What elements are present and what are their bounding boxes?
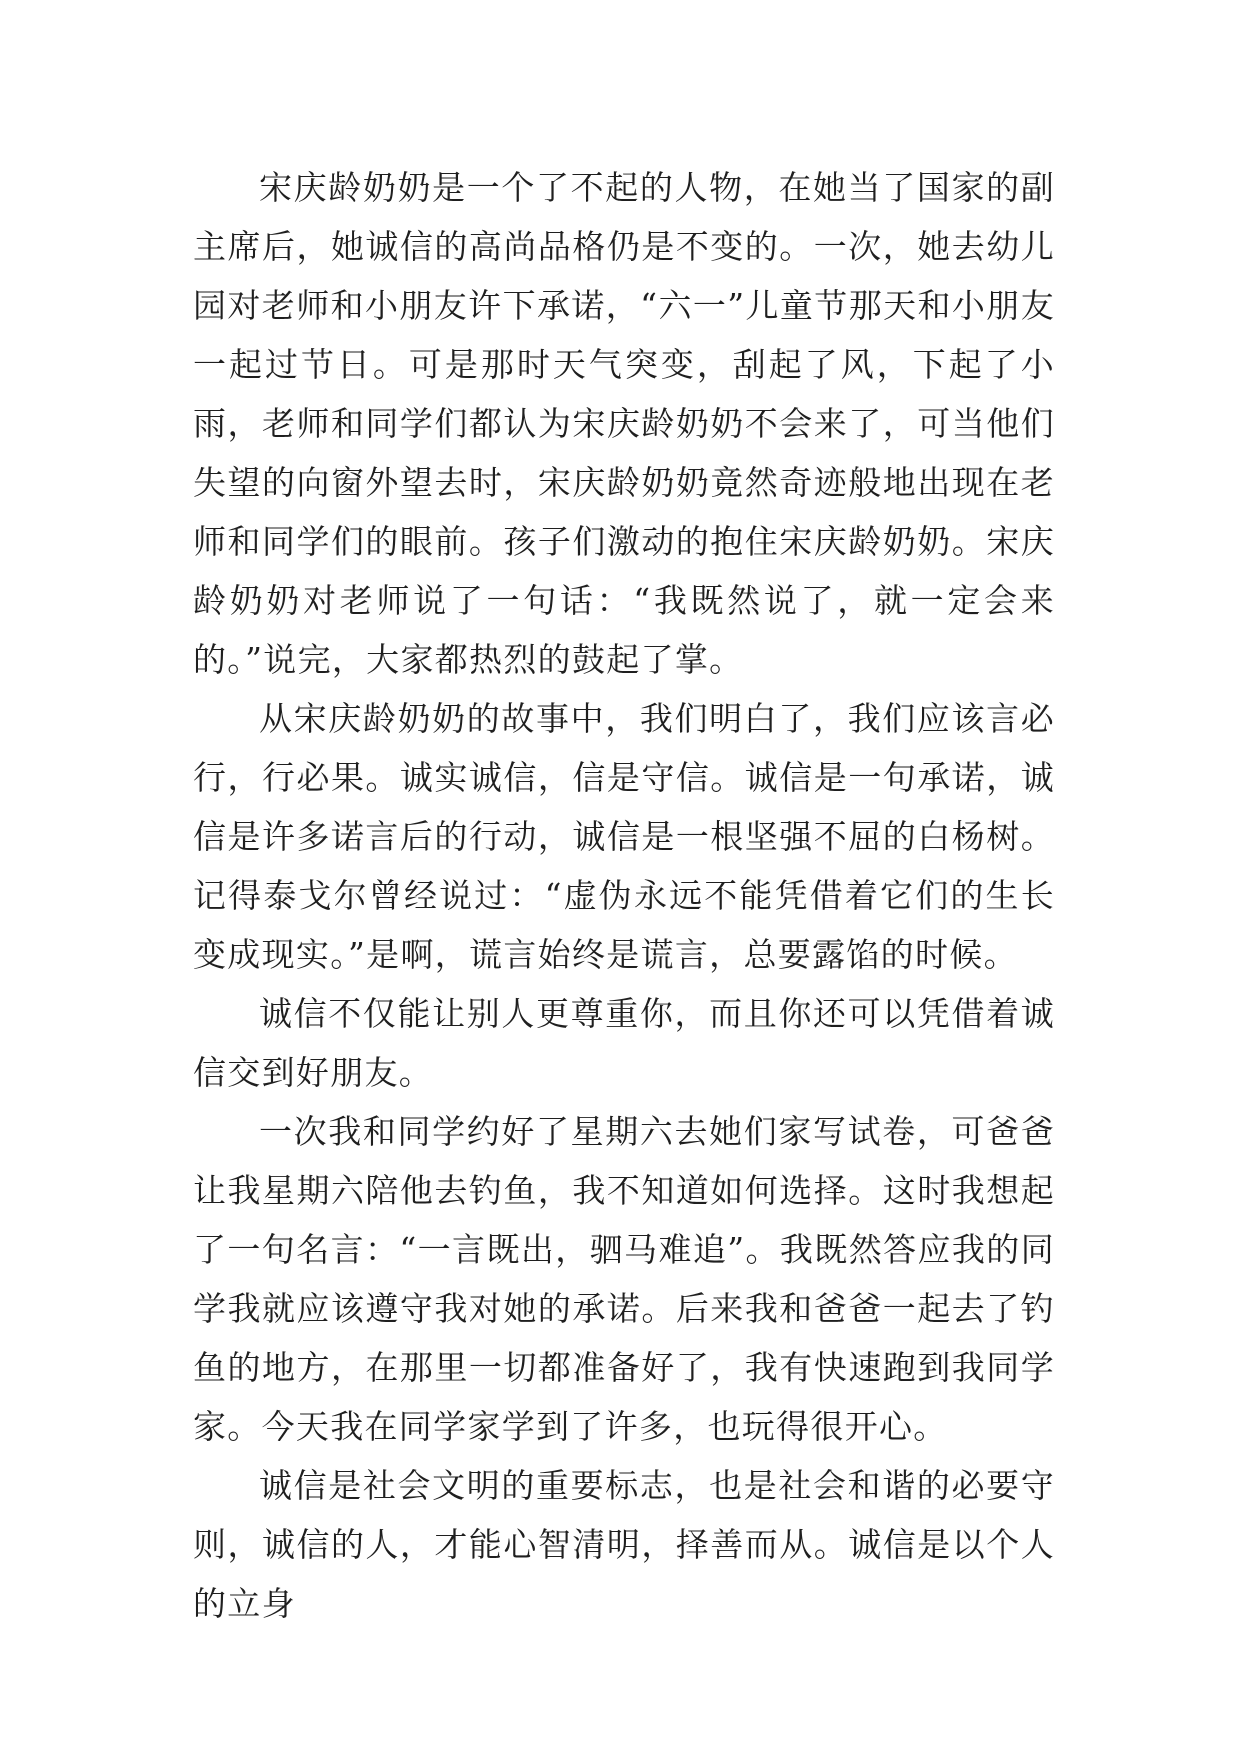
document-body xyxy=(193,158,1055,1633)
paragraph-1: 宋庆龄奶奶是一个了不起的人物，在她当了国家的副主席后，她诚信的高尚品格仍是不变的。一次，她去幼儿园对老师和小朋友许下承诺，“六一”儿童节那天和小朋友一起过节日。可是那时天气突变，刮起了风，下起了小雨，老师和同学们都认为宋庆龄奶奶不会来了，可当他们失望的向窗外望去时，宋庆龄奶奶竟然奇迹般地出现在老师和同学们的眼前。孩子们激动的抱住宋庆龄奶奶。宋庆龄奶奶对老师说了一句话：“我既然说了，就一定会来的。”说完，大家都热烈的鼓起了掌。 xyxy=(193,168,1055,679)
paragraph-2: 从宋庆龄奶奶的故事中，我们明白了，我们应该言必行，行必果。诚实诚信，信是守信。诚信是一句承诺，诚信是许多诺言后的行动，诚信是一根坚强不屈的白杨树。记得泰戈尔曾经说过：“虚伪永远不能凭借着它们的生长变成现实。”是啊，谎言始终是谎言，总要露馅的时候。 xyxy=(193,699,1055,974)
paragraph-3: 诚信不仅能让别人更尊重你，而且你还可以凭借着诚信交到好朋友。 xyxy=(193,994,1055,1092)
paragraph-5: 诚信是社会文明的重要标志，也是社会和谐的必要守则，诚信的人，才能心智清明，择善而从。诚信是以个人的立身 xyxy=(193,1466,1055,1623)
paragraph-4: 一次我和同学约好了星期六去她们家写试卷，可爸爸让我星期六陪他去钓鱼，我不知道如何选择。这时我想起了一句名言：“一言既出，驷马难追”。我既然答应我的同学我就应该遵守我对她的承诺。后来我和爸爸一起去了钓鱼的地方，在那里一切都准备好了，我有快速跑到我同学家。今天我在同学家学到了许多，也玩得很开心。 xyxy=(193,1112,1055,1446)
